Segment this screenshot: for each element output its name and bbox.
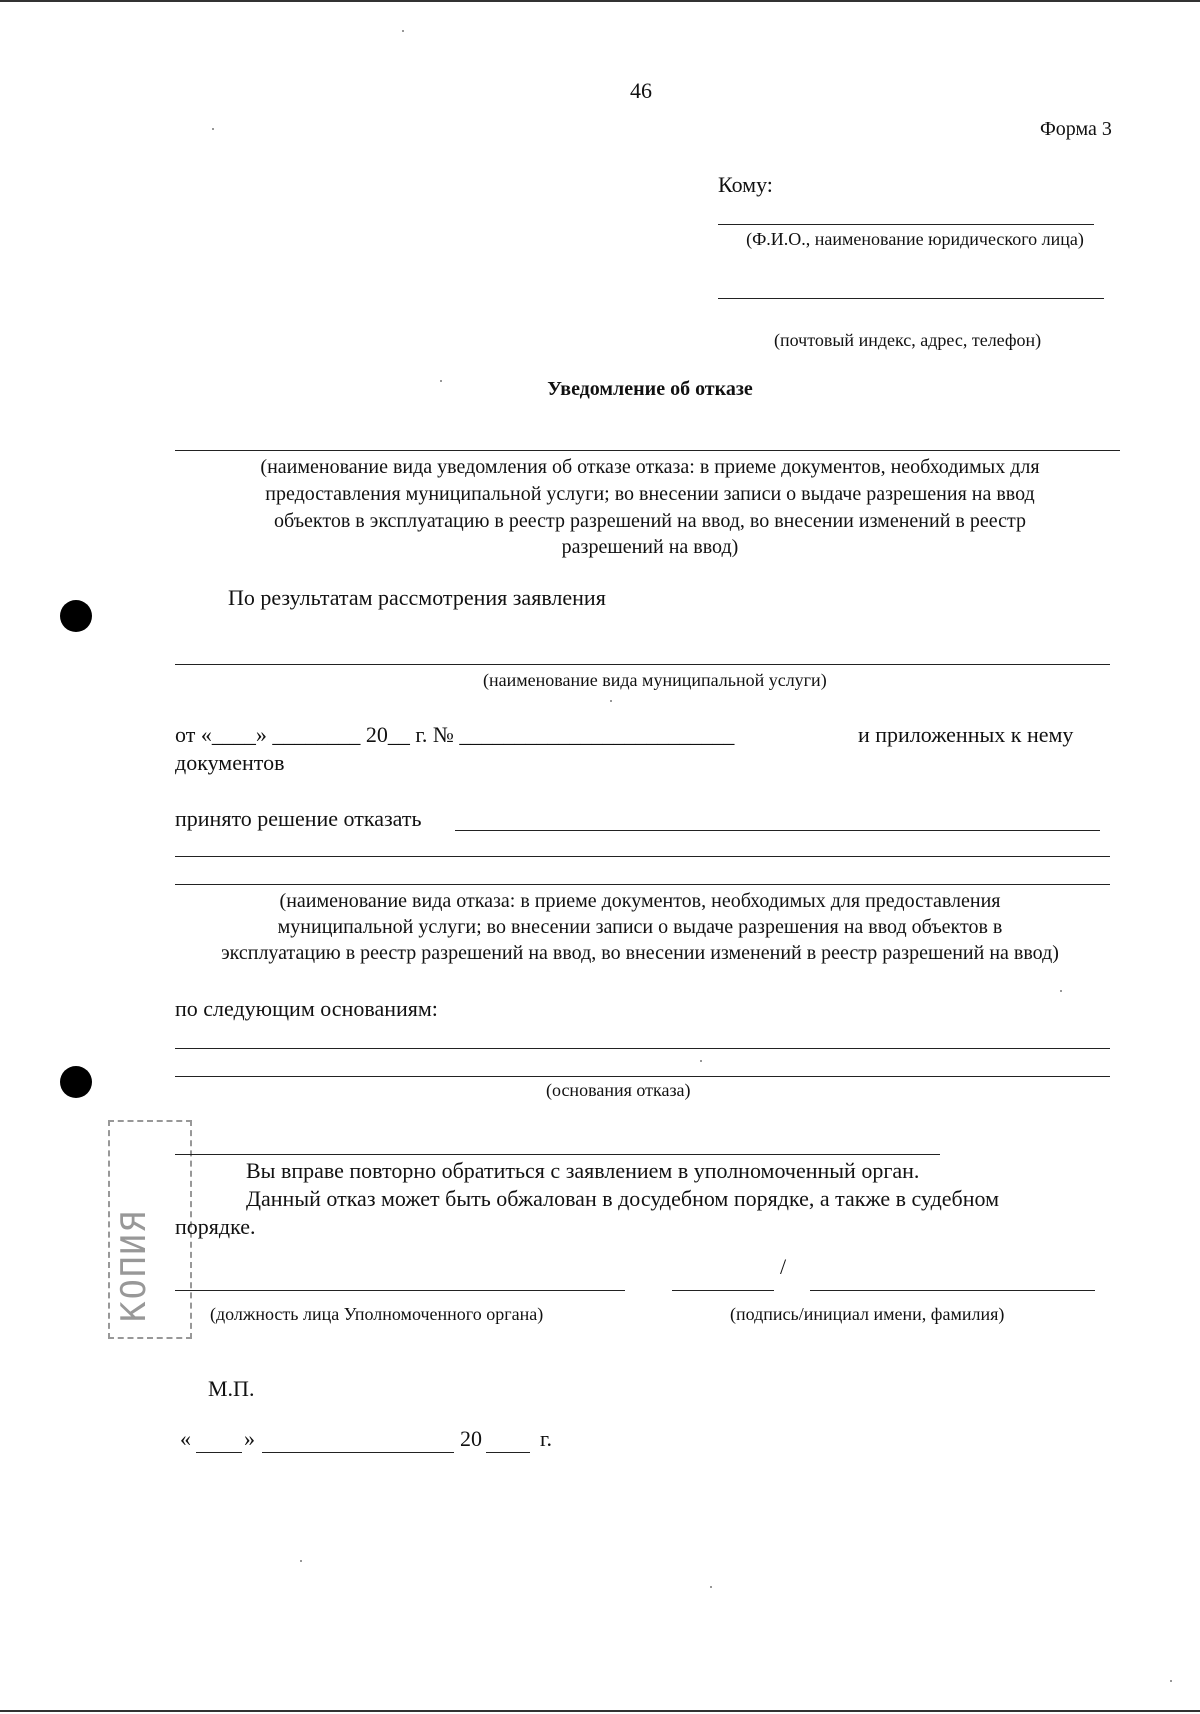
scan-speck xyxy=(440,380,442,382)
grounds-text: по следующим основаниям: xyxy=(175,996,438,1021)
scan-speck xyxy=(402,30,404,32)
reapply-text: Вы вправе повторно обратиться с заявлением в уполномоченный орган. xyxy=(246,1158,920,1183)
attached-documents-text: и приложенных к нему xyxy=(858,722,1074,747)
seal-label: М.П. xyxy=(208,1376,255,1401)
page-number: 46 xyxy=(630,78,652,103)
refusal-type-hint-3: эксплуатацию в реестр разрешений на ввод, во внесении изменений в реестр разрешений на ввод) xyxy=(221,942,1059,964)
date-year-prefix: 20 xyxy=(460,1426,482,1451)
service-line xyxy=(175,664,1110,665)
decision-line-2 xyxy=(175,856,1110,857)
copy-stamp-text: КОПИЯ xyxy=(114,1209,154,1322)
scan-speck xyxy=(610,700,612,702)
date-day-line xyxy=(196,1452,242,1453)
refusal-type-hint-2: муниципальной услуги; во внесении записи о выдаче разрешения на ввод объектов в xyxy=(277,916,1003,938)
appeal-text-1: Данный отказ может быть обжалован в досудебном порядке, а также в судебном xyxy=(246,1186,1000,1211)
date-year-suffix: г. xyxy=(540,1426,553,1451)
name-line xyxy=(810,1290,1095,1291)
scan-speck xyxy=(700,1060,702,1062)
notice-type-hint-3: объектов в эксплуатацию в реестр разрешений на ввод, во внесении изменений в реестр xyxy=(274,510,1026,532)
signature-slash: / xyxy=(780,1254,787,1279)
notice-type-hint-1: (наименование вида уведомления об отказе отказа: в приеме документов, необходимых для xyxy=(260,456,1040,478)
refusal-type-hint-1: (наименование вида отказа: в приеме документов, необходимых для предоставления xyxy=(279,890,1001,912)
punch-hole-upper xyxy=(60,600,92,632)
date-month-line xyxy=(262,1452,454,1453)
appeal-text-2: порядке. xyxy=(175,1214,256,1239)
scan-speck xyxy=(1170,1680,1172,1682)
decision-line-3 xyxy=(175,884,1110,885)
scan-speck xyxy=(300,1560,302,1562)
results-text: По результатам рассмотрения заявления xyxy=(228,585,606,610)
notice-type-hint-2: предоставления муниципальной услуги; во внесении записи о выдаче разрешения на ввод xyxy=(265,483,1035,505)
recipient-address-line xyxy=(718,298,1104,299)
grounds-hint: (основания отказа) xyxy=(546,1080,691,1100)
decision-line-1 xyxy=(455,830,1100,831)
notice-type-hint-4: разрешений на ввод) xyxy=(561,536,739,558)
scan-top-edge xyxy=(0,0,1200,2)
signature-line xyxy=(672,1290,774,1291)
grounds-line-2 xyxy=(175,1076,1110,1077)
reapply-line xyxy=(175,1154,940,1155)
scan-speck xyxy=(710,1586,712,1588)
application-date-number: от «____» ________ 20__ г. № _________________________ xyxy=(175,722,735,747)
date-close-quote: » xyxy=(244,1426,255,1451)
date-open-quote: « xyxy=(180,1426,191,1451)
documents-word: документов xyxy=(175,750,285,775)
recipient-hint: (Ф.И.О., наименование юридического лица) xyxy=(746,229,1084,249)
form-label: Форма 3 xyxy=(1040,118,1112,140)
decision-text: принято решение отказать xyxy=(175,806,422,831)
punch-hole-lower xyxy=(60,1066,92,1098)
document-title: Уведомление об отказе xyxy=(547,378,753,400)
position-hint: (должность лица Уполномоченного органа) xyxy=(210,1304,544,1324)
position-line xyxy=(175,1290,625,1291)
service-hint: (наименование вида муниципальной услуги) xyxy=(483,670,827,690)
date-year-line xyxy=(486,1452,530,1453)
contacts-hint: (почтовый индекс, адрес, телефон) xyxy=(774,330,1042,350)
signature-hint: (подпись/инициал имени, фамилия) xyxy=(730,1304,1005,1324)
to-label: Кому: xyxy=(718,172,773,197)
notice-type-line xyxy=(175,450,1120,451)
scan-speck xyxy=(212,128,214,130)
scan-bottom-edge xyxy=(0,1710,1200,1712)
scan-speck xyxy=(1060,990,1062,992)
recipient-name-line xyxy=(718,224,1094,225)
grounds-line-1 xyxy=(175,1048,1110,1049)
